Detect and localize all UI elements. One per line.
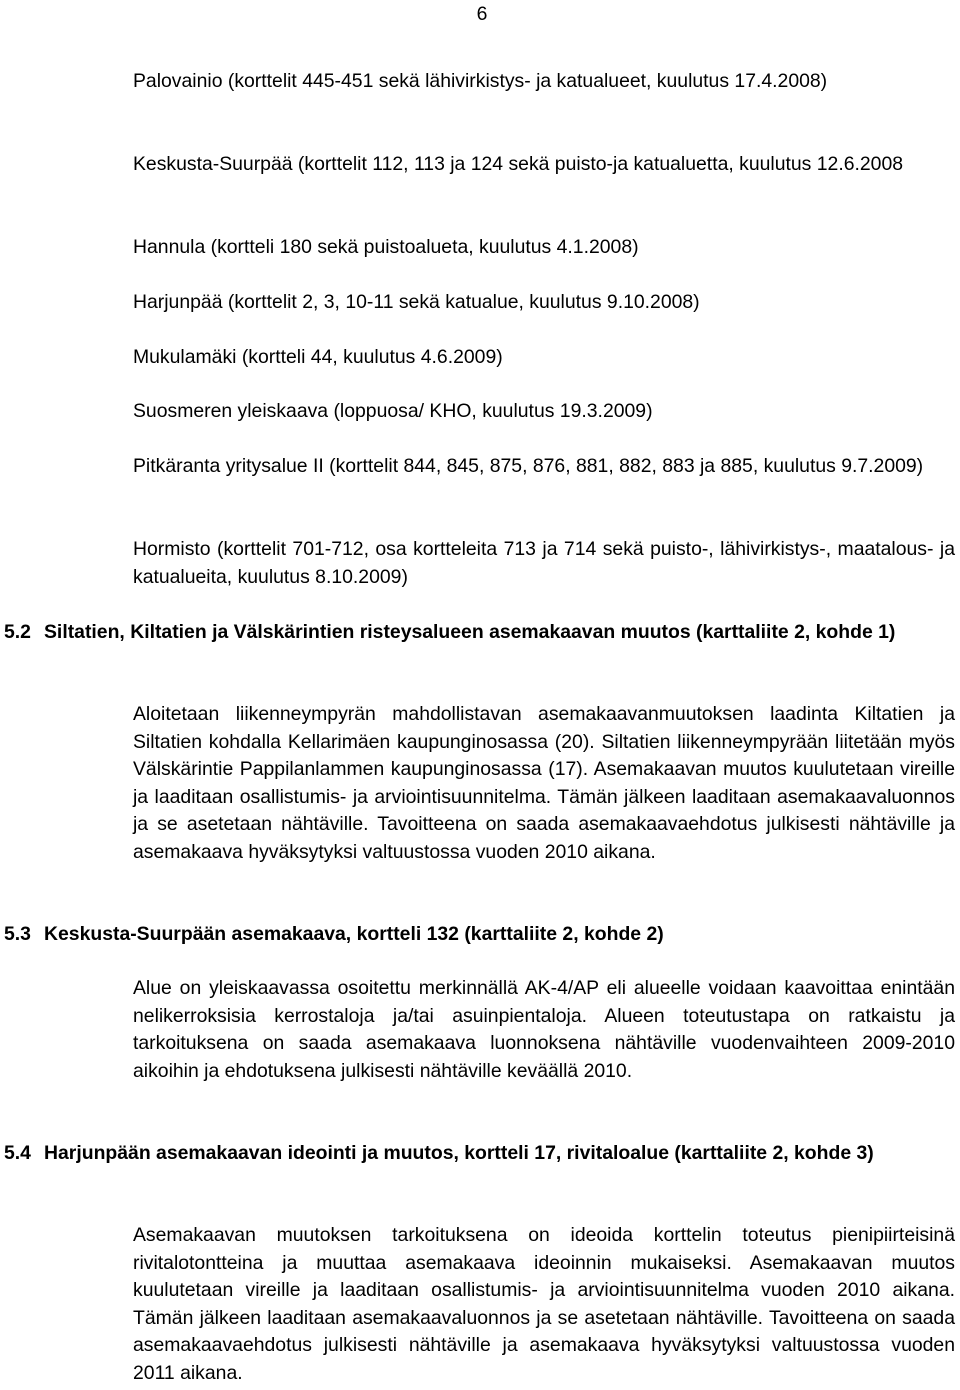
plan-list-item-keskusta-suurpaa: Keskusta-Suurpää (korttelit 112, 113 ja 124 sekä puisto-ja katualuetta, kuulutus 12.6.2008 [133, 153, 904, 175]
section-body-5-4: Asemakaavan muutoksen tarkoituksena on ideoida korttelin toteutus pienipiirteisinä rivitalotontteina ja muuttaa asemakaava ideoinnin mukaiseksi. Asemakaavan muutos kuulutetaan vireille ja laaditaan osallistumis- ja arviointisuunnitelma vuoden 2010 aikana. Tämän jälkeen laaditaan asemakaavaluonnos ja se asetetaan nähtäville. Tavoitteena on saada asemakaavaehdotus julkisesti nähtäville ja asemakaava hyväksytyksi valtuustossa vuoden 2011 aikana. [133, 1224, 955, 1384]
plan-list-item-hormisto: Hormisto (korttelit 701-712, osa kortteleita 713 ja 714 sekä puisto-, lähivirkistys-, maatalous- ja katualueita, kuulutus 8.10.2009) [133, 538, 955, 588]
section-title: Siltatien, Kiltatien ja Välskärintien risteysalueen asemakaavan muutos (karttaliite 2, kohde 1) [44, 621, 896, 643]
plan-list-item-suosmeren-yleiskaava: Suosmeren yleiskaava (loppuosa/ KHO, kuulutus 19.3.2009) [133, 400, 653, 422]
section-body-5-3: Alue on yleiskaavassa osoitettu merkinnällä AK-4/AP eli alueelle voidaan kaavoittaa enintään nelikerroksisia kerrostaloja ja/tai asuinpientaloja. Alueen toteutustapa on ratkaistu ja tarkoituksena on saada asemakaava luonnoksena nähtäville vuodenvaihteen 2009-2010 aikoihin ja ehdotuksena julkisesti nähtäville keväällä 2010. [133, 977, 955, 1082]
section-heading-5-2 [4, 619, 956, 647]
section-number: 5.2 [4, 621, 31, 643]
plan-list-item-pitkaranta: Pitkäranta yritysalue II (korttelit 844, 845, 875, 876, 881, 882, 883 ja 885, kuulutus 9.7.2009) [133, 455, 924, 477]
section-heading-5-4 [4, 1140, 956, 1168]
section-title: Keskusta-Suurpään asemakaava, kortteli 132 (karttaliite 2, kohde 2) [44, 923, 664, 945]
page-number: 6 [476, 3, 488, 25]
section-heading-5-3 [4, 921, 956, 949]
plan-list-item-hannula: Hannula (kortteli 180 sekä puistoalueta, kuulutus 4.1.2008) [133, 236, 639, 258]
plan-list-item-harjunpaa: Harjunpää (korttelit 2, 3, 10-11 sekä katualue, kuulutus 9.10.2008) [133, 291, 700, 313]
plan-list-item-palovainio: Palovainio (korttelit 445-451 sekä lähivirkistys- ja katualueet, kuulutus 17.4.2008) [133, 70, 828, 92]
section-title: Harjunpään asemakaavan ideointi ja muutos, kortteli 17, rivitaloalue (karttaliite 2, kohde 3) [44, 1142, 874, 1164]
section-number: 5.4 [4, 1142, 31, 1164]
section-number: 5.3 [4, 923, 31, 945]
section-body-5-2: Aloitetaan liikenneympyrän mahdollistavan asemakaavanmuutoksen laadinta Kiltatien ja Siltatien kohdalla Kellarimäen kaupunginosassa (20). Siltatien liikenneympyrään liitetään myös Välskärintie Pappilanlammen kaupunginosassa (17). Asemakaavan muutos kuulutetaan vireille ja laaditaan osallistumis- ja arviointisuunnitelma. Tämän jälkeen laaditaan asemakaavaluonnos ja se asetetaan nähtäville. Tavoitteena on saada asemakaavaehdotus julkisesti nähtäville ja asemakaava hyväksytyksi valtuustossa vuoden 2010 aikana. [133, 703, 955, 863]
plan-list-item-mukulamaki: Mukulamäki (kortteli 44, kuulutus 4.6.2009) [133, 346, 503, 368]
